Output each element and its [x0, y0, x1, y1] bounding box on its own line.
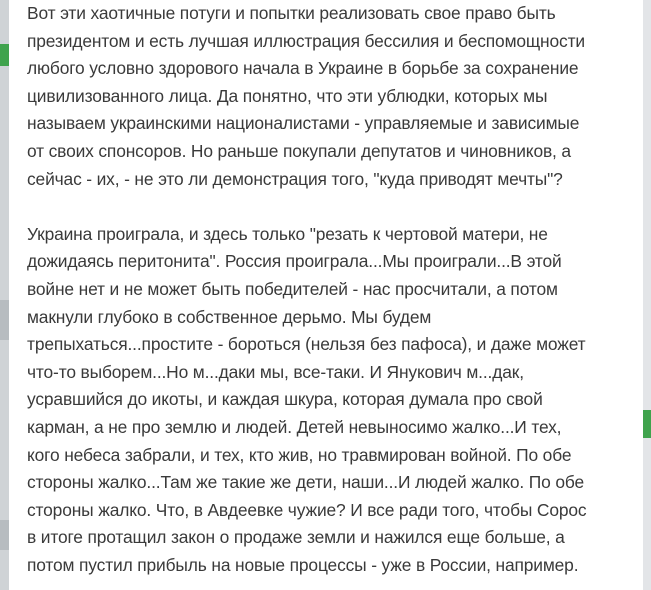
- left-page-edge: [0, 0, 9, 590]
- comment-body: [27, 0, 627, 590]
- left-accent-bar: [0, 44, 9, 66]
- comment-paragraph: Вот эти хаотичные потуги и попытки реализовать свое право быть президентом и есть лучшая иллюстрация бессилия и беспомощности любого условно здорового начала в Украине в борьбе за сохранение цивилизованного лица. Да понятно, что эти ублюдки, которых мы называем украинскими националистами - управляемые и зависимые от своих спонсоров. Но раньше покупали депутатов и чиновников, а сейчас - их, - не это ли демонстрация того, "куда приводят мечты"?: [27, 3, 585, 189]
- left-shade-block: [0, 520, 9, 550]
- right-accent-bar: [643, 410, 651, 438]
- comment-paragraph: Украина проиграла, и здесь только "резать к чертовой матери, не дожидаясь перитонита". Россия проиграла...Мы проиграли...В этой войне нет и не может быть победителей - нас просчитали, а потом макнули глубоко в собственное дерьмо. Мы будем трепыхаться...простите - бороться (нельзя без пафоса), и даже может что-то выборем...Но м...даки мы, все-таки. И Янукович м...дак, усравшийся до икоты, и каждая шкура, которая думала про свой карман, а не про землю и людей. Детей невыносимо жалко...И тех, кого небеса забрали, и тех, кто жив, но травмирован войной. По обе стороны жалко...Там же такие же дети, наши...И людей жалко. По обе стороны жалко. Что, в Авдеевке чужие? И все ради того, чтобы Сорос в итоге протащил закон о продаже земли и нажился еще больше, а потом пустил прибыль на новые процессы - уже в России, например.: [27, 223, 587, 575]
- left-shade-block: [0, 300, 9, 340]
- right-page-edge: [643, 0, 651, 590]
